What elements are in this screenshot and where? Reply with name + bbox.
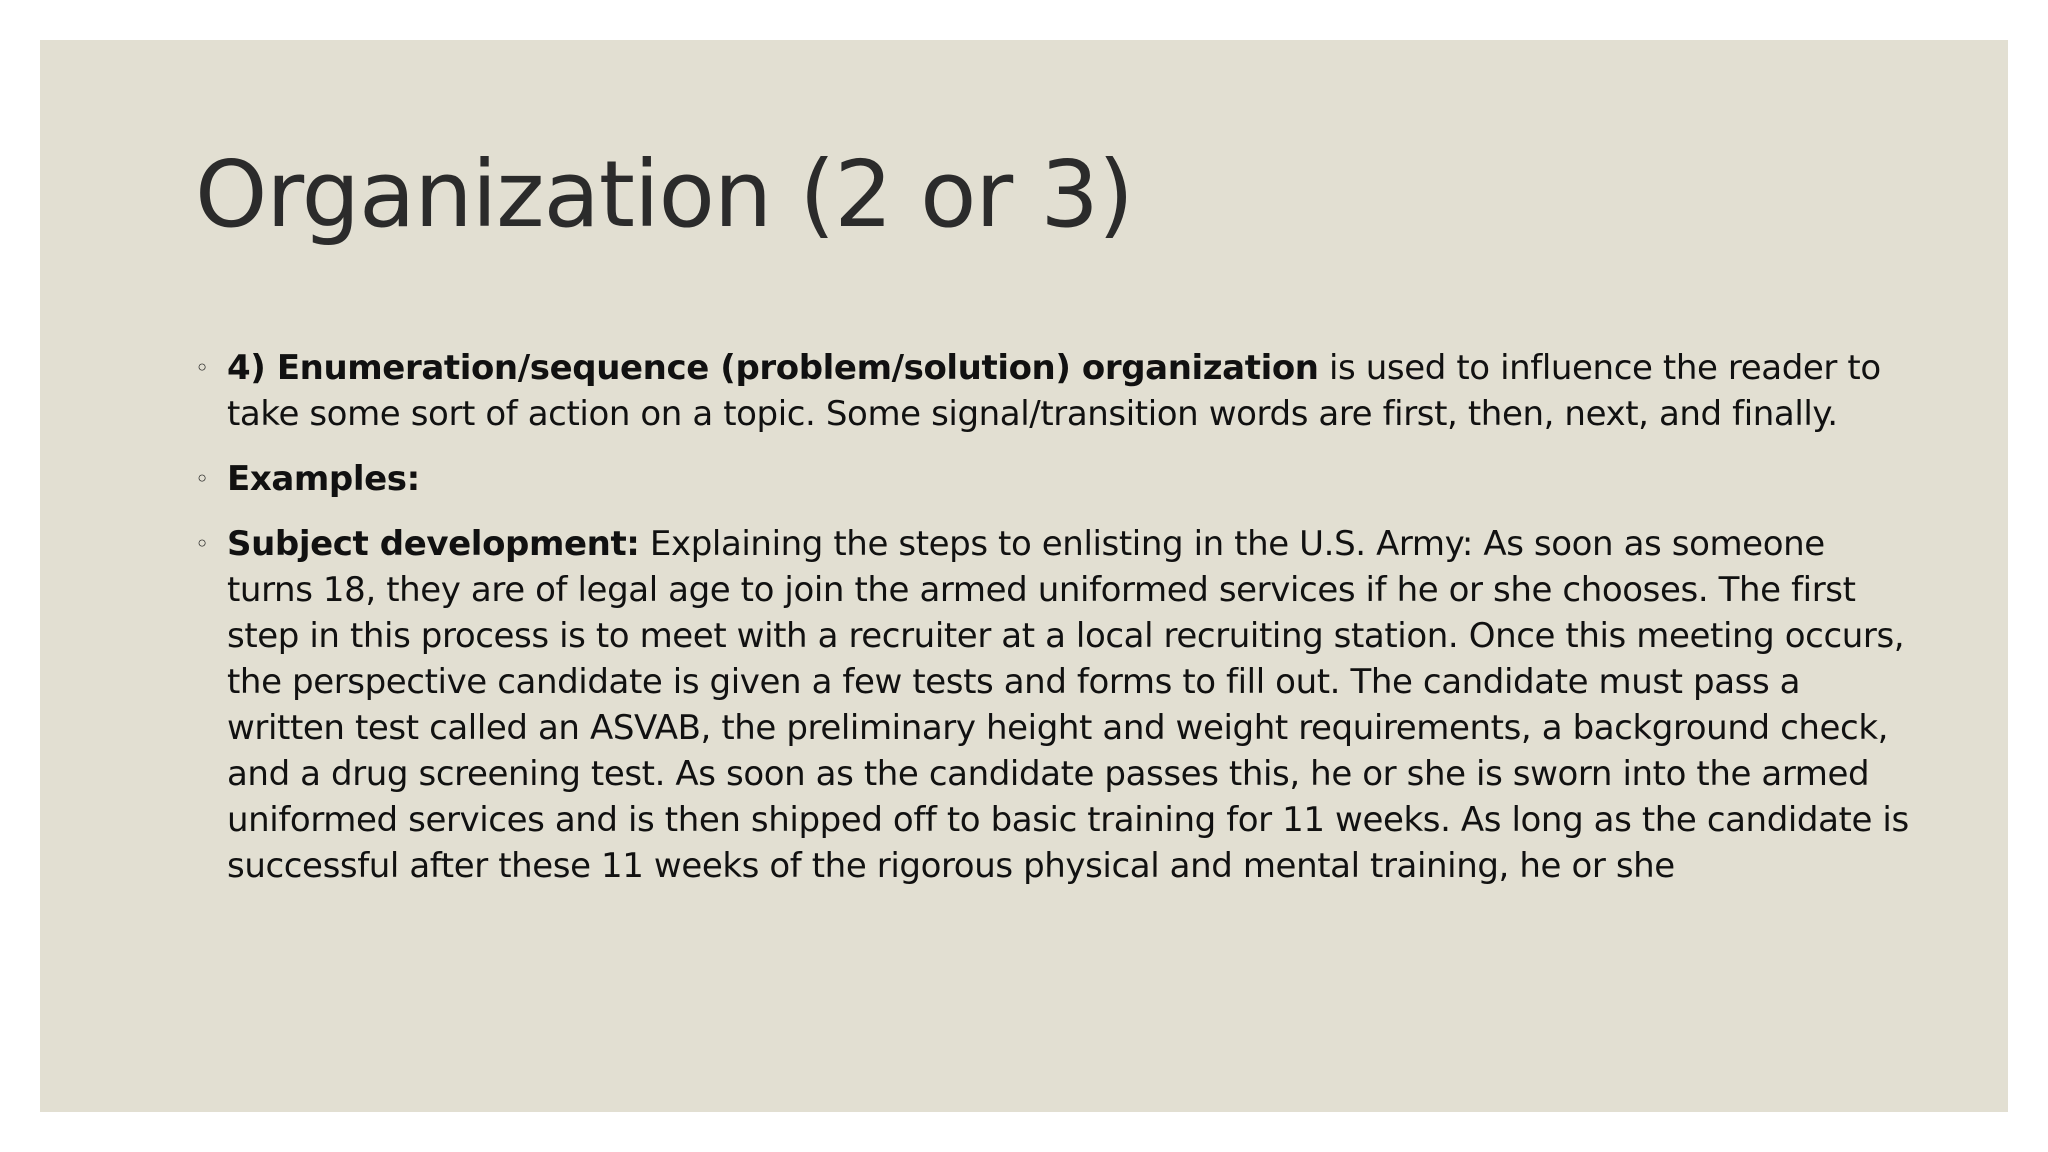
bullet-list	[195, 345, 1915, 908]
bullet-circle-icon: ◦	[195, 354, 209, 382]
bullet-circle-icon: ◦	[195, 530, 209, 558]
bullet-bold-text: 4) Enumeration/sequence (problem/solution) organization	[227, 348, 1319, 388]
bullet-item-examples	[195, 456, 1915, 502]
bullet-item-subject-development	[195, 521, 1915, 889]
bullet-text: Explaining the steps to enlisting in the U.S. Army: As soon as someone turns 18, they are of legal age to join the armed uniformed services if he or she chooses. The first step in this process is to meet with a recruiter at a local recruiting station. Once this meeting occurs, the perspective candidate is given a few tests and forms to fill out. The candidate must pass a written test called an ASVAB, the preliminary height and weight requirements, a background check, and a drug screening test. As soon as the candidate passes this, he or she is sworn into the armed uniformed services and is then shipped off to basic training for 11 weeks. As long as the candidate is successful after these 11 weeks of the rigorous physical and mental training, he or she	[227, 524, 1909, 886]
slide	[40, 40, 2008, 1112]
bullet-text: is used to influence the reader to take some sort of action on a topic. Some signal/transition words are first, then, next, and finally.	[227, 348, 1881, 434]
bullet-item-enumeration	[195, 345, 1915, 437]
bullet-bold-text: Examples:	[227, 459, 420, 499]
slide-title: Organization (2 or 3)	[195, 141, 1133, 248]
bullet-bold-text: Subject development:	[227, 524, 640, 564]
bullet-circle-icon: ◦	[195, 465, 209, 493]
